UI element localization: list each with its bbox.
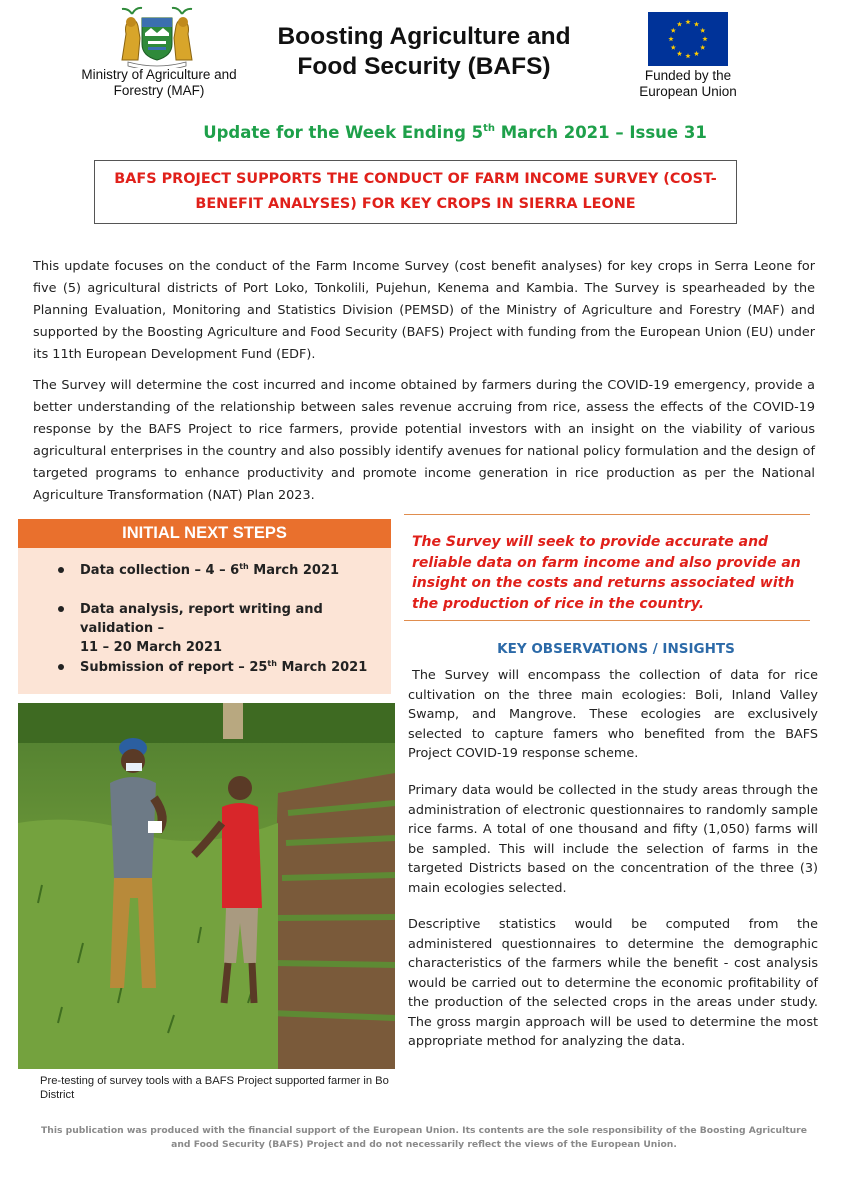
headline-line2: BENEFIT ANALYSES) FOR KEY CROPS IN SIERRA LEONE [195,196,636,212]
step-data-collection [80,561,400,580]
step1-suffix: March 2021 [248,563,340,578]
project-title-line2: Food Security (BAFS) [297,53,551,80]
photo-caption: Pre-testing of survey tools with a BAFS Project supported farmer in Bo District [40,1075,389,1101]
step1-ordinal: th [239,562,249,571]
update-ordinal: th [483,123,496,134]
project-title-line1: Boosting Agriculture and [277,23,571,50]
step-data-analysis [80,600,400,657]
headline [94,167,737,217]
observations-heading: KEY OBSERVATIONS / INSIGHTS [497,641,735,657]
step2-line1: Data analysis, report writing and validation – [80,602,323,636]
eu-caption-line2: European Union [639,84,737,99]
sierra-leone-coat-of-arms-icon [118,4,196,68]
field-photo-icon [18,703,395,1069]
eu-caption [618,68,758,100]
step3-suffix: March 2021 [276,660,368,675]
project-title [250,22,598,82]
headline-line1: BAFS PROJECT SUPPORTS THE CONDUCT OF FARM INCOME SURVEY (COST- [114,171,717,187]
bullet-icon [58,606,64,612]
observations-paragraph-1: The Survey will encompass the collection of data for rice cultivation on the three main ecologies: Boli, Inland Valley Swamp, and Mangrove. These ecologies are exclusively selected to capture famers who benefited from the BAFS Project COVID-19 response scheme. [408,668,818,761]
step3-ordinal: th [267,659,277,668]
quote-rule-top [404,514,810,515]
step3-prefix: Submission of report – 25 [80,660,268,675]
update-prefix: Update for the Week Ending 5 [203,123,484,142]
eu-flag-icon [648,12,728,66]
step2-line2: 11 – 20 March 2021 [80,640,223,655]
pull-quote: The Survey will seek to provide accurate and reliable data on farm income and also provide an insight on the costs and returns associated with the production of rice in the country. [412,534,801,612]
eu-caption-line1: Funded by the [644,68,732,83]
intro-paragraph-2: The Survey will determine the cost incurred and income obtained by farmers during the COVID-19 emergency, provide a better understanding of the relationship between sales revenue accruing from rice, assess the effects of the COVID-19 response by the BAFS Project to rice farmers, provide potential investors with an insight on the viability of various agricultural enterprises in the country and also possibly identify avenues for national policy formulation and the design of targeted programs to enhance productivity and promote income generation in rice production as per the National Agriculture Transformation (NAT) Plan 2023. [33,378,815,503]
bullet-icon [58,664,64,670]
next-steps-title: INITIAL NEXT STEPS [18,519,391,548]
bullet-icon [58,567,64,573]
update-issue-line [0,123,848,142]
step1-prefix: Data collection – 4 – 6 [80,563,240,578]
observations-paragraph-2: Primary data would be collected in the study areas through the administration of electronic questionnaires to randomly sample rice farms. A total of one thousand and fifty (1,050) farms will be sampled. This will include the selection of farms in the targeted Districts based on the concentration of the three (3) main ecologies selected. [408,783,818,896]
observations-paragraph-3: Descriptive statistics would be computed from the administered questionnaires to determine the demographic characteristics of the farmers while the benefit - cost analysis would be carried out to determine the economic profitability of the production of the selected crops in the areas under study. The gross margin approach will be used to determine the most appropriate method for analyzing the data. [408,917,818,1049]
quote-rule-bottom [404,620,810,621]
ministry-name: Ministry of Agriculture and Forestry (MAF) [81,67,237,98]
step-submission [80,658,400,677]
footer-disclaimer: This publication was produced with the financial support of the European Union. Its contents are the sole responsibility of the Boosting Agriculture and Food Security (BAFS) Project and do not necessarily reflect the views of the European Union. [41,1125,807,1150]
update-suffix: March 2021 – Issue 31 [495,123,707,142]
intro-paragraph-1: This update focuses on the conduct of the Farm Income Survey (cost benefit analyses) for key crops in Serra Leone for five (5) agricultural districts of Port Loko, Tonkolili, Pujehun, Kenema and Kambia. The Survey is spearheaded by the Planning Evaluation, Monitoring and Statistics Division (PEMSD) of the Ministry of Agriculture and Forestry (MAF) and supported by the Boosting Agriculture and Food Security (BAFS) Project with funding from the European Union (EU) under its 11th European Development Fund (EDF). [33,259,815,362]
